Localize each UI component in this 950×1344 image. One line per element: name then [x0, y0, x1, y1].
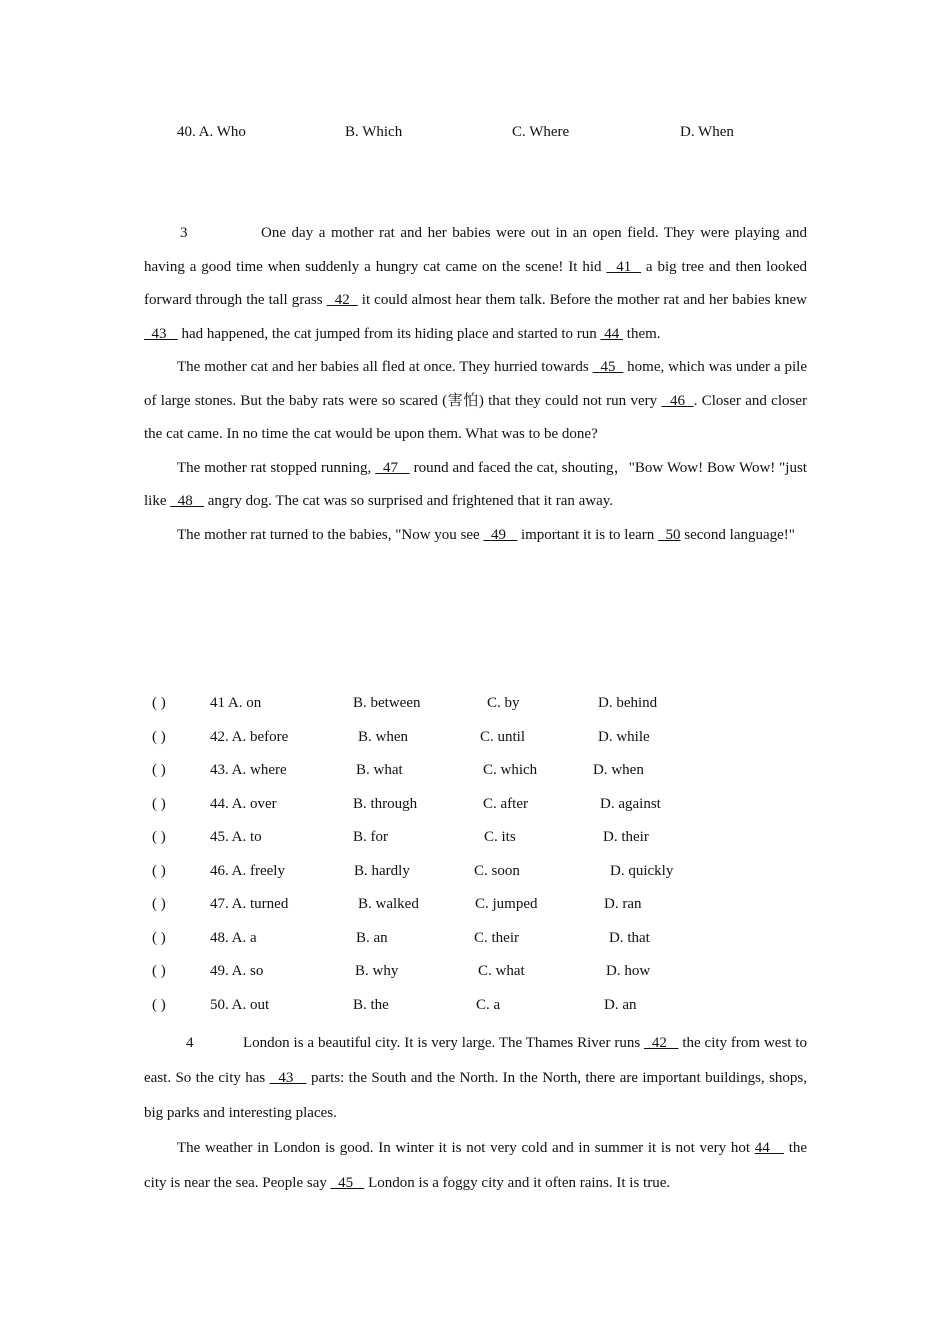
- option-b: B. between: [353, 695, 421, 711]
- text: the city from west to east. So the city has: [144, 1035, 808, 1086]
- text: second language!": [680, 526, 795, 543]
- s3-paragraph-2: [144, 351, 807, 452]
- text: parts: the South and the North. In the North, there are important buildings, shops, big parks and interesting places.: [144, 1070, 807, 1121]
- blank-41: 41: [606, 258, 642, 275]
- option-c: C. a: [476, 996, 501, 1013]
- option-b: B. for: [353, 829, 388, 845]
- blank-44: 44: [754, 1140, 784, 1156]
- blank-45: 45: [592, 359, 624, 375]
- section-4-passage: [144, 1026, 807, 1201]
- blank-43: 43: [144, 325, 178, 342]
- option-row: [144, 821, 744, 855]
- answer-paren[interactable]: ( ): [152, 829, 166, 845]
- option-c: C. until: [480, 728, 526, 745]
- blank-50: 50: [658, 526, 681, 543]
- option-d: D. quickly: [610, 862, 674, 879]
- answer-paren[interactable]: ( ): [152, 963, 166, 979]
- text: The weather in London is good. In winter it is not very cold and in summer it is not very hot: [177, 1140, 755, 1156]
- s3-paragraph-1: [144, 217, 807, 351]
- option-d: D. while: [598, 728, 650, 745]
- text: had happened, the cat jumped from its hiding place and started to run: [177, 325, 601, 342]
- option-d: D. behind: [598, 695, 658, 711]
- text: London is a beautiful city. It is very large. The Thames River runs: [243, 1035, 645, 1051]
- option-row: [144, 989, 744, 1023]
- answer-paren[interactable]: ( ): [152, 795, 166, 812]
- option-c: C. which: [483, 762, 538, 778]
- text: One day a mother rat and her babies were out in an open field. They were playing and having a good time when suddenly a hungry cat came on the scene! It hid: [144, 225, 807, 275]
- option-d: D. an: [604, 996, 637, 1013]
- q40-option-d: D. When: [680, 124, 734, 140]
- option-c: C. jumped: [475, 896, 538, 912]
- option-b: B. what: [356, 762, 403, 778]
- text: the city is near the sea. People say: [144, 1140, 808, 1191]
- text: it could almost hear them talk. Before the mother rat and her babies knew: [357, 292, 808, 308]
- option-b: B. when: [358, 728, 408, 745]
- answer-options-list: [144, 687, 744, 1022]
- option-row: [144, 687, 744, 721]
- text: a big tree and then looked forward through the tall grass: [144, 258, 807, 308]
- option-c: C. what: [478, 963, 525, 979]
- option-a: 42. A. before: [210, 728, 289, 745]
- option-b: B. an: [356, 929, 388, 946]
- option-b: B. through: [353, 795, 418, 812]
- text: London is a foggy city and it often rains. It is true.: [364, 1175, 671, 1191]
- option-d: D. that: [609, 929, 650, 946]
- option-c: C. by: [487, 695, 520, 711]
- text: them.: [623, 325, 661, 342]
- s3-paragraph-3: [144, 452, 807, 519]
- option-a: 41 A. on: [210, 695, 262, 711]
- option-b: B. why: [355, 963, 399, 979]
- option-a: 43. A. where: [210, 762, 287, 778]
- option-c: C. after: [483, 795, 528, 812]
- blank-42: 42: [644, 1035, 679, 1051]
- text: . Closer and closer the cat came. In no time the cat would be upon them. What was to be done?: [144, 392, 808, 442]
- section-number: 3: [180, 225, 188, 241]
- s4-paragraph-2: [144, 1131, 807, 1201]
- text: important it is to learn: [517, 526, 659, 543]
- option-a: 50. A. out: [210, 996, 270, 1013]
- option-c: C. their: [474, 929, 519, 946]
- q40-option-a: 40. A. Who: [177, 124, 246, 140]
- option-d: D. when: [593, 762, 644, 778]
- option-d: D. their: [603, 829, 649, 845]
- blank-43: 43: [269, 1070, 307, 1086]
- answer-paren[interactable]: ( ): [152, 695, 166, 711]
- option-a: 45. A. to: [210, 829, 262, 845]
- option-a: 46. A. freely: [210, 862, 285, 879]
- option-a: 44. A. over: [210, 795, 277, 812]
- blank-46: 46: [661, 392, 694, 409]
- option-b: B. the: [353, 996, 389, 1013]
- option-row: [144, 955, 744, 989]
- option-a: 49. A. so: [210, 963, 264, 979]
- text: round and faced the cat, shouting，"Bow Wow! Bow Wow! "just like: [144, 459, 807, 509]
- question-40-options: [177, 124, 817, 144]
- answer-paren[interactable]: ( ): [152, 762, 166, 778]
- answer-paren[interactable]: ( ): [152, 862, 166, 879]
- option-row: [144, 888, 744, 922]
- q40-option-c: C. Where: [512, 124, 570, 140]
- option-a: 47. A. turned: [210, 896, 289, 912]
- answer-paren[interactable]: ( ): [152, 996, 166, 1013]
- blank-42: 42: [326, 292, 358, 308]
- q40-option-b: B. Which: [345, 124, 403, 140]
- section-number: 4: [186, 1035, 194, 1051]
- answer-paren[interactable]: ( ): [152, 929, 166, 946]
- text: The mother cat and her babies all fled at once. They hurried towards: [177, 359, 593, 375]
- s4-paragraph-1: [144, 1026, 807, 1131]
- option-d: D. how: [606, 963, 651, 979]
- option-d: D. against: [600, 795, 661, 812]
- text: home, which was under a pile of large stones. But the baby rats were so scared (害怕) that they could not run very: [144, 359, 807, 409]
- option-a: 48. A. a: [210, 929, 257, 946]
- blank-49: 49: [483, 526, 518, 543]
- answer-paren[interactable]: ( ): [152, 896, 166, 912]
- blank-47: 47: [375, 459, 410, 476]
- text: The mother rat stopped running,: [177, 459, 376, 476]
- option-row: [144, 922, 744, 956]
- option-b: B. walked: [358, 896, 419, 912]
- option-c: C. its: [484, 829, 516, 845]
- option-row: [144, 788, 744, 822]
- option-c: C. soon: [474, 862, 520, 879]
- blank-45: 45: [330, 1175, 365, 1191]
- s3-paragraph-4: [144, 519, 807, 553]
- blank-44: 44: [600, 325, 624, 342]
- text: angry dog. The cat was so surprised and frightened that it ran away.: [204, 493, 614, 509]
- option-row: [144, 754, 744, 788]
- option-b: B. hardly: [354, 862, 410, 879]
- option-row: [144, 855, 744, 889]
- option-d: D. ran: [604, 896, 642, 912]
- text: The mother rat turned to the babies, "Now you see: [177, 526, 484, 543]
- answer-paren[interactable]: ( ): [152, 728, 166, 745]
- section-3-passage: [144, 217, 807, 552]
- blank-48: 48: [170, 493, 204, 509]
- option-row: [144, 721, 744, 755]
